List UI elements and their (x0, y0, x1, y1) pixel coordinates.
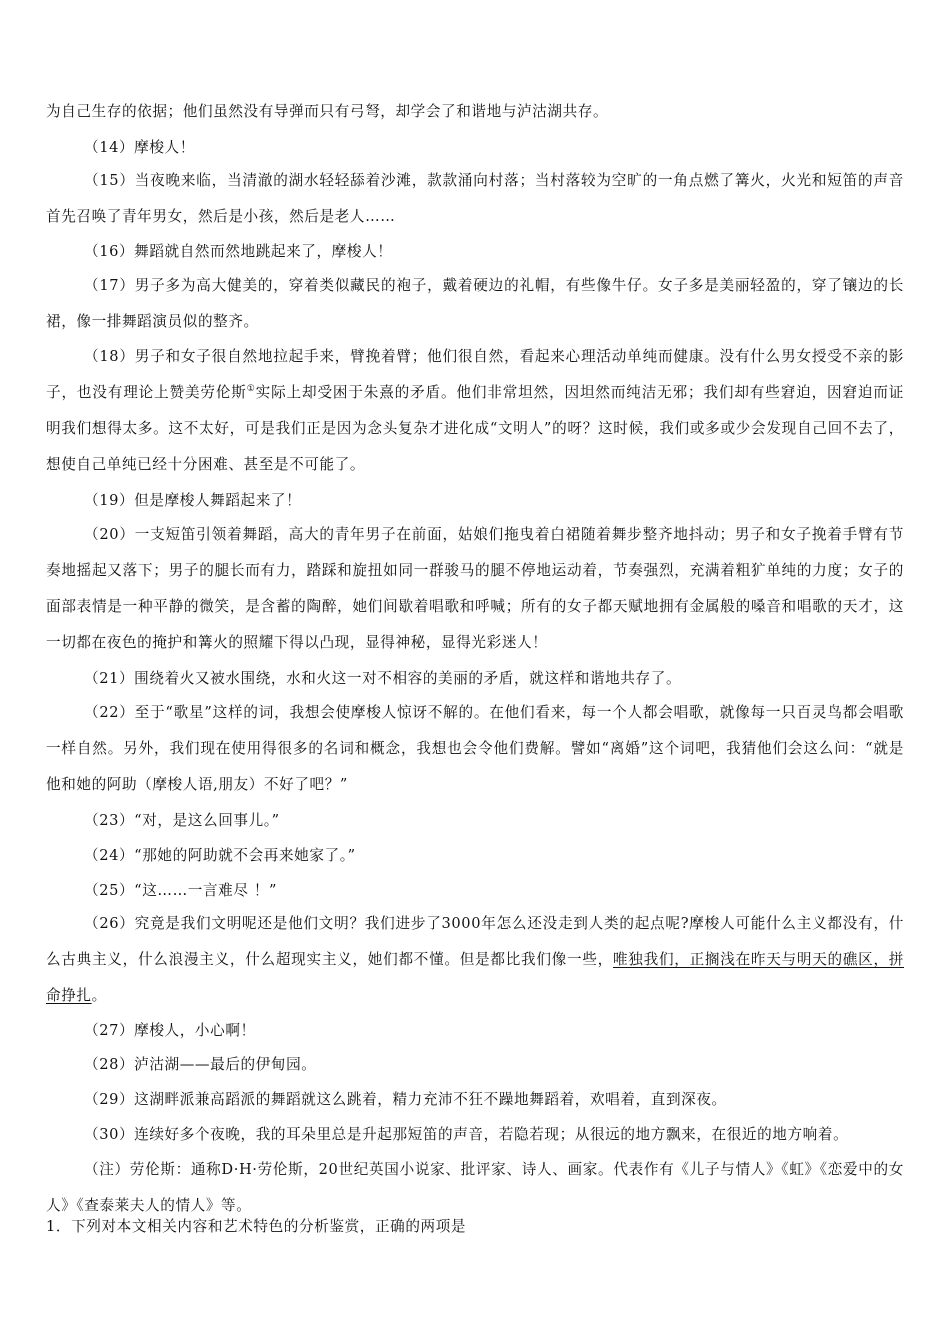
paragraph-26-text-b: 。 (91, 987, 107, 1004)
paragraph-24: （24）“那她的阿助就不会再来她家了。” (84, 847, 356, 864)
paragraph-21: （21）围绕着火又被水围绕，水和火这一对不相容的美丽的矛盾，就这样和谐地共存了。 (84, 670, 682, 687)
question-1: 1．下列对本文相关内容和艺术特色的分析鉴赏，正确的两项是 (46, 1218, 467, 1235)
paragraph-17: （17）男子多为高大健美的，穿着类似藏民的袍子，戴着硬边的礼帽，有些像牛仔。女子多是美丽轻盈的，穿了镶边的长裙，像一排舞蹈演员似的整齐。 (46, 277, 904, 330)
paragraph-26 (46, 906, 904, 1014)
paragraph-20: （20）一支短笛引领着舞蹈，高大的青年男子在前面，姑娘们拖曳着白裙随着舞步整齐地抖动；男子和女子挽着手臂有节奏地摇起又落下；男子的腿长而有力，踏踩和旋扭如同一群骏马的腿不停地运动着，节奏强烈，充满着粗犷单纯的力度；女子的面部表情是一种平静的微笑，是含蓄的陶醉，她们间歇着唱歌和呼喊；所有的女子都天赋地拥有金属般的嗓音和唱歌的天才，这一切都在夜色的掩护和篝火的照耀下得以凸现，显得神秘，显得光彩迷人！ (46, 526, 904, 651)
underlined-sentence: 唯独我们，正搁浅在昨天与明天的礁区，拼命挣扎 (46, 951, 905, 1004)
paragraph-25: （25）“这……一言难尽 ！” (84, 882, 278, 899)
paragraph-28: （28）泸沽湖——最后的伊甸园。 (84, 1056, 317, 1073)
paragraph-27: （27）摩梭人，小心啊！ (84, 1022, 256, 1039)
paragraph-continuation: 为自己生存的依据；他们虽然没有导弹而只有弓弩，却学会了和谐地与泸沽湖共存。 (46, 103, 609, 120)
paragraph-26-text-a: （26）究竟是我们文明呢还是他们文明？我们进步了3000年怎么还没走到人类的起点呢?摩梭人可能什么主义都没有，什么古典主义，什么浪漫主义，什么超现实主义，她们都不懂。但是都比我们像一些， (46, 915, 904, 968)
paragraph-29: （29）这湖畔派兼高蹈派的舞蹈就这么跳着，精力充沛不狂不躁地舞蹈着，欢唱着，直到深夜。 (84, 1091, 727, 1108)
paragraph-18-text-b: 实际上却受困于朱熹的矛盾。他们非常坦然，因坦然而纯洁无邪；我们却有些窘迫，因窘迫而证明我们想得太多。这不太好，可是我们正是因为念头复杂才进化成“文明人”的呀？这时候，我们或多或少会发现自己回不去了，想使自己单纯已经十分困难、甚至是不可能了。 (46, 384, 904, 473)
paragraph-15: （15）当夜晚来临，当清澈的湖水轻轻舔着沙滩，款款涌向村落；当村落较为空旷的一角点燃了篝火，火光和短笛的声音首先召唤了青年男女，然后是小孩，然后是老人…… (46, 172, 904, 225)
footnote: （注）劳伦斯：通称D·H·劳伦斯，20世纪英国小说家、批评家、诗人、画家。代表作有《儿子与情人》《虹》《恋爱中的女人》《查泰莱夫人的情人》等。 (46, 1161, 904, 1214)
paragraph-18-text-a: （18）男子和女子很自然地拉起手来，臂挽着臂；他们很自然，看起来心理活动单纯而健康。没有什么男女授受不亲的影子，也没有理论上赞美劳伦斯 (46, 348, 904, 401)
paragraph-30: （30）连续好多个夜晚，我的耳朵里总是升起那短笛的声音，若隐若现；从很远的地方飘来，在很近的地方响着。 (84, 1126, 849, 1143)
paragraph-23: （23）“对，是这么回事儿。” (84, 812, 280, 829)
paragraph-22: （22）至于“歌星”这样的词，我想会使摩梭人惊讶不解的。在他们看来，每一个人都会唱歌，就像每一只百灵鸟都会唱歌一样自然。另外，我们现在使用得很多的名词和概念，我想也会令他们费解。譬如“离婚”这个词吧，我猜他们会这么问：“就是他和她的阿助（摩梭人语,朋友）不好了吧？” (46, 704, 904, 793)
paragraph-19: （19）但是摩梭人舞蹈起来了！ (84, 492, 302, 509)
paragraph-18 (46, 339, 904, 483)
footnote-mark: ① (246, 384, 256, 395)
paragraph-14: （14）摩梭人！ (84, 139, 195, 156)
paragraph-16: （16）舞蹈就自然而然地跳起来了，摩梭人！ (84, 243, 393, 260)
